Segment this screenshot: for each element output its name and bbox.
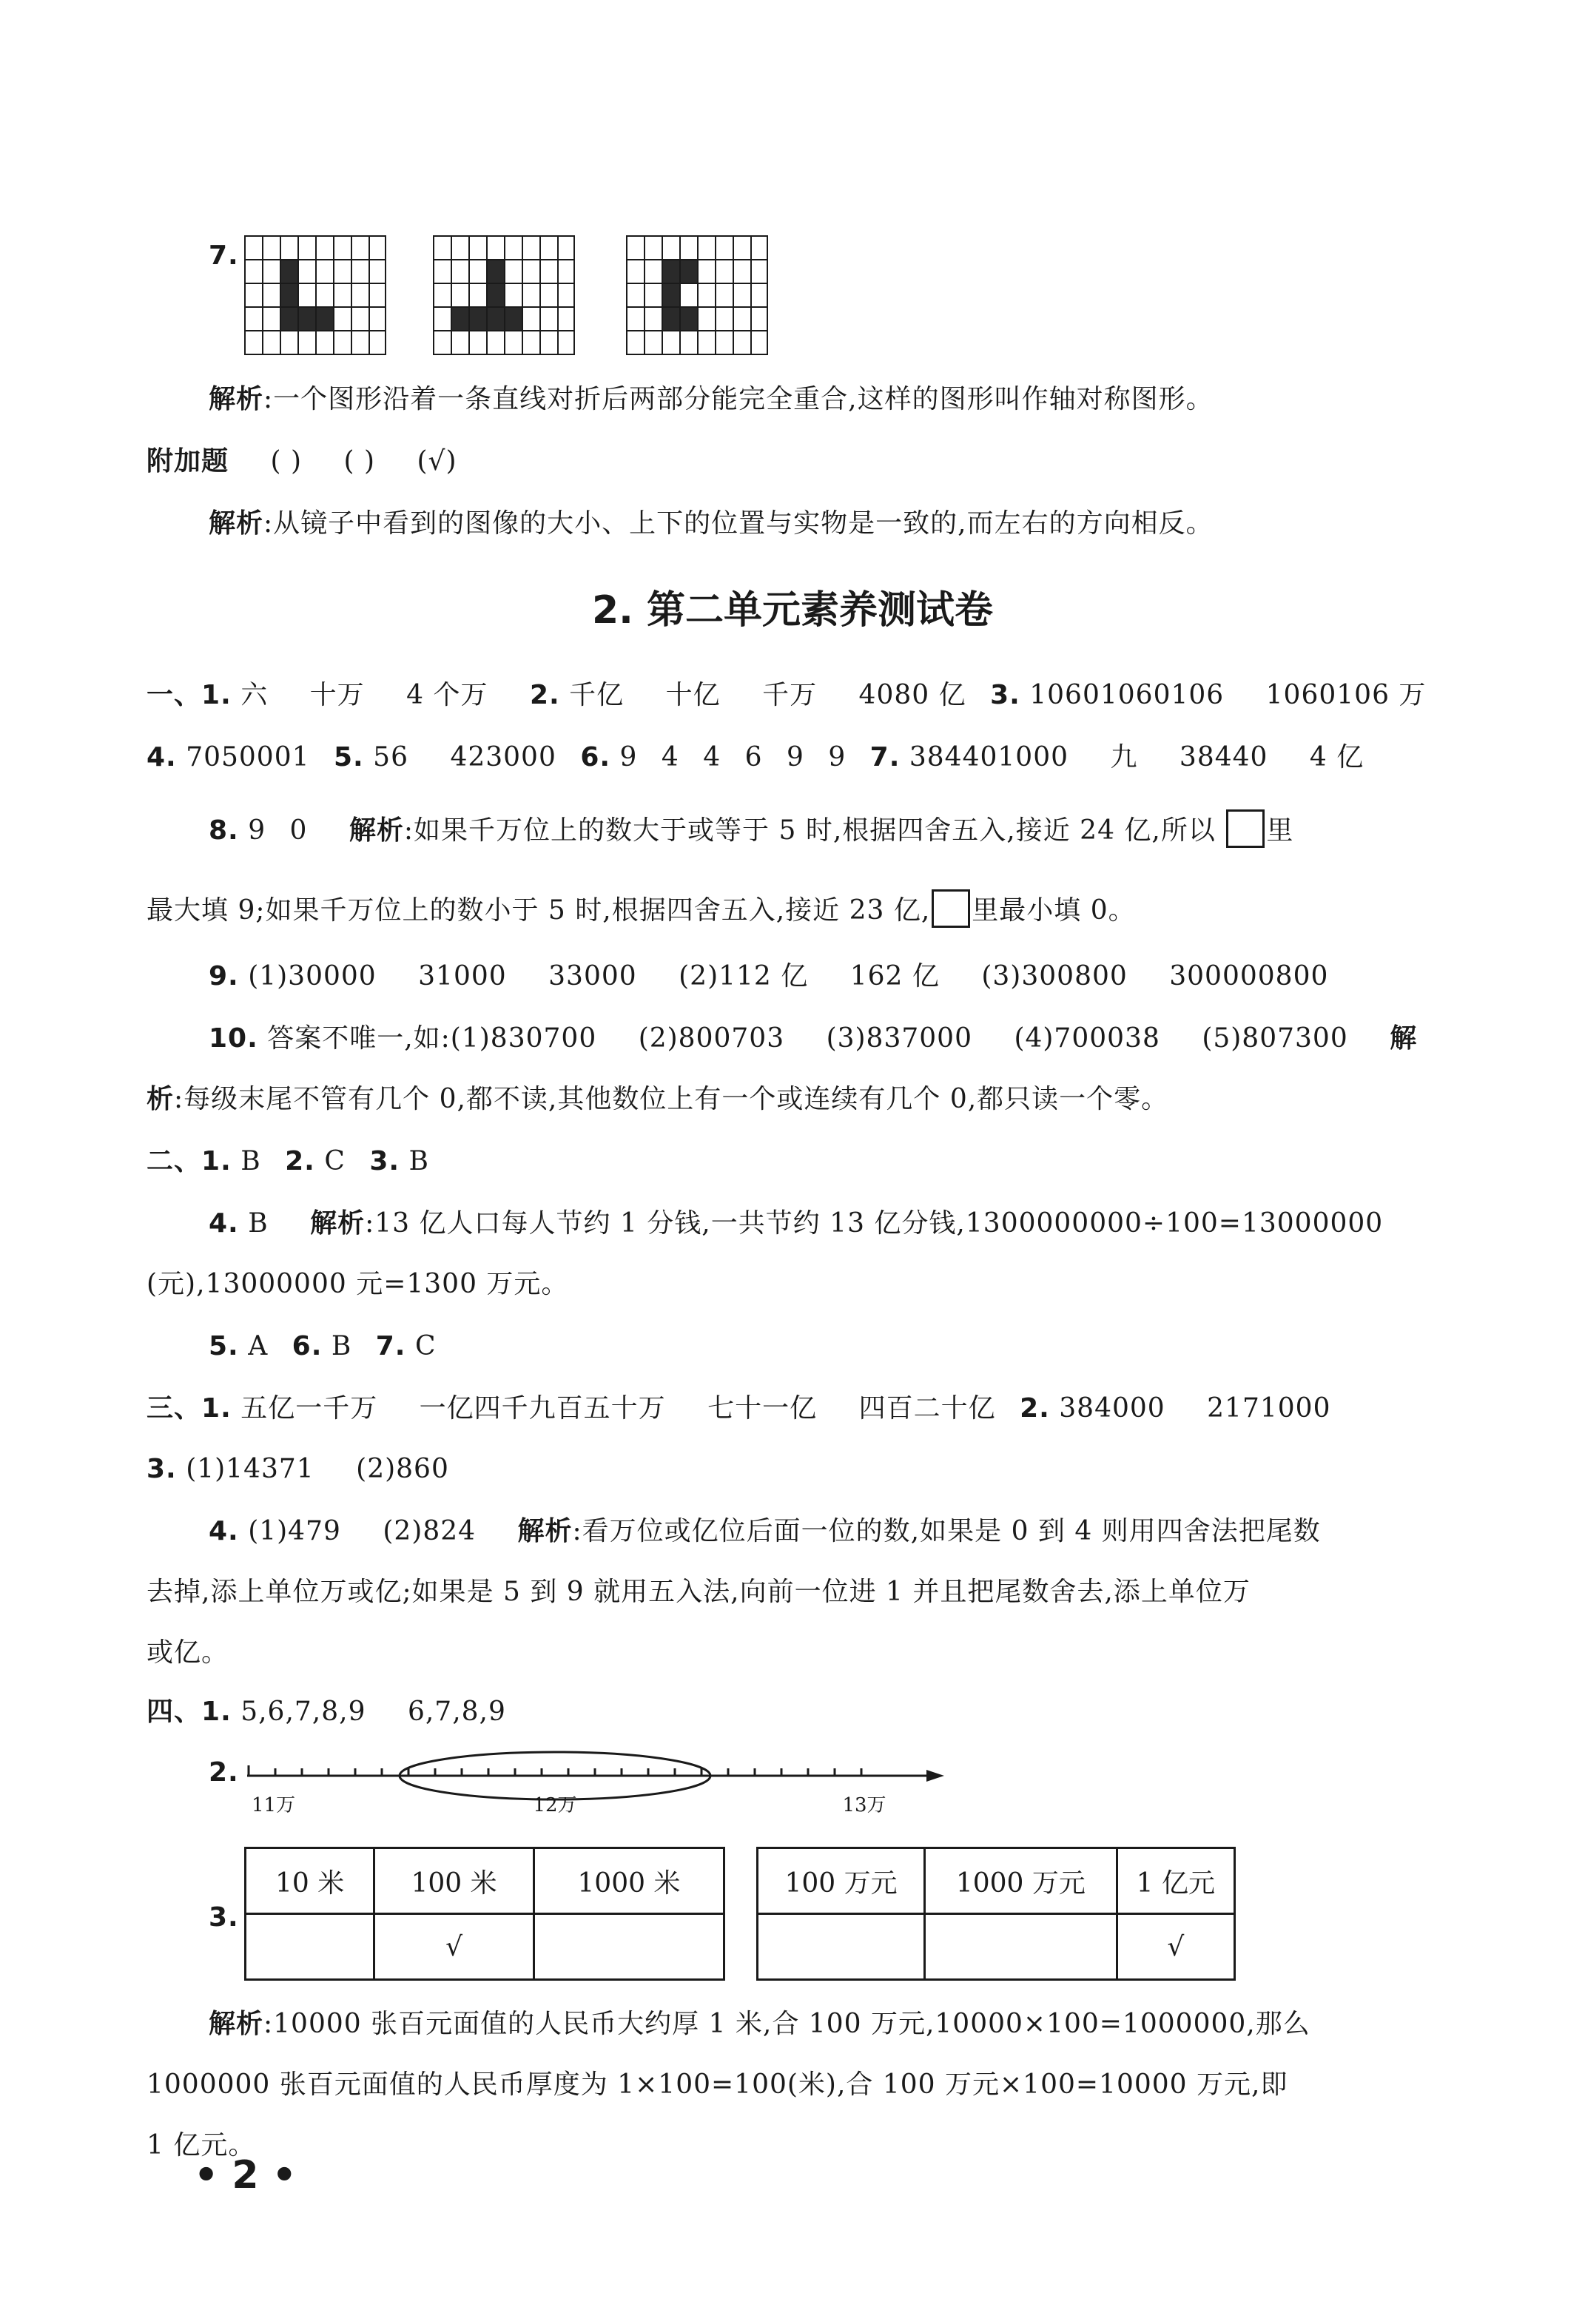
q-number: 5. bbox=[209, 1331, 239, 1361]
q-number: 6. bbox=[292, 1331, 323, 1361]
s2-line-2 bbox=[209, 1206, 1383, 1242]
s1-line-3 bbox=[209, 809, 1293, 849]
page-number: • 2 • bbox=[194, 2153, 297, 2197]
s1-line-4 bbox=[147, 889, 1136, 929]
section-number: 四、 bbox=[147, 1697, 202, 1727]
explanation-text: :10000 张百元面值的人民币大约厚 1 米,合 100 万元,10000×100=1000000,那么 bbox=[263, 2009, 1310, 2039]
answer: 56 bbox=[373, 742, 408, 772]
answer: 一亿四千九百五十万 bbox=[419, 1393, 666, 1424]
explanation-line-1 bbox=[209, 382, 1214, 417]
answer: 四百二十亿 bbox=[858, 1393, 996, 1424]
answer: 9 bbox=[619, 742, 638, 772]
answer: 千亿 bbox=[569, 680, 625, 710]
explanation-text: :如果千万位上的数大于或等于 5 时,根据四舍五入,接近 24 亿,所以 bbox=[403, 815, 1216, 846]
q-number: 4. bbox=[209, 1208, 239, 1239]
table2-cell-1yi: √ bbox=[1117, 1914, 1234, 1980]
number-line bbox=[244, 1746, 947, 1835]
q-number: 1. bbox=[201, 1393, 232, 1424]
s2-line-4 bbox=[209, 1329, 436, 1364]
s3-line-5 bbox=[147, 1635, 229, 1671]
section-number: 二、 bbox=[147, 1146, 202, 1176]
final-explanation-line-1 bbox=[209, 2007, 1310, 2042]
s1-line-5 bbox=[209, 959, 1328, 994]
answer: 384401000 bbox=[909, 742, 1069, 772]
q7-label: 7. bbox=[209, 240, 239, 271]
table1-cell-1000m bbox=[534, 1914, 724, 1980]
explanation-text: 或亿。 bbox=[147, 1637, 229, 1668]
tick-label-13w: 13万 bbox=[842, 1794, 886, 1816]
answer: 2171000 bbox=[1207, 1393, 1331, 1424]
grid3-shaded-top bbox=[679, 259, 697, 283]
answer: (4)700038 bbox=[1014, 1023, 1160, 1054]
s3-line-2 bbox=[147, 1452, 449, 1487]
section-title: 2. 第二单元素养测试卷 bbox=[591, 588, 994, 633]
s3-line-3 bbox=[209, 1514, 1321, 1549]
s1-line-2 bbox=[147, 740, 1364, 775]
answer: B bbox=[408, 1146, 429, 1176]
explanation-text: :13 亿人口每人节约 1 分钱,一共节约 13 亿分钱,1300000000÷100=13000000 bbox=[365, 1208, 1384, 1239]
explanation-line-2 bbox=[209, 506, 1214, 542]
bonus-answer-c: (√) bbox=[417, 446, 457, 476]
s1-line-6 bbox=[209, 1021, 1417, 1057]
answer: 十亿 bbox=[665, 680, 721, 710]
answer: 千万 bbox=[762, 680, 818, 710]
answer: 七十一亿 bbox=[707, 1393, 818, 1424]
q-number: 8. bbox=[209, 815, 239, 846]
answer: 33000 bbox=[548, 961, 637, 991]
answer: 0 bbox=[289, 815, 308, 846]
section-number: 三、 bbox=[147, 1393, 202, 1424]
answer: 4 亿 bbox=[1309, 742, 1364, 772]
answer: 10601060106 bbox=[1029, 680, 1225, 710]
table1-cell-10m bbox=[246, 1914, 374, 1980]
explanation-text: :从镜子中看到的图像的大小、上下的位置与实物是一致的,而左右的方向相反。 bbox=[263, 508, 1214, 539]
q-number: 3. bbox=[209, 1902, 239, 1933]
answer: 38440 bbox=[1179, 742, 1268, 772]
q-number: 7. bbox=[869, 742, 901, 772]
answer: 9 bbox=[786, 742, 804, 772]
q-number: 2. bbox=[1020, 1393, 1050, 1424]
s3-line-1 bbox=[147, 1391, 1331, 1427]
answer: (2)824 bbox=[383, 1516, 477, 1546]
answer: 4080 亿 bbox=[858, 680, 966, 710]
answer: 4 bbox=[661, 742, 679, 772]
grid-figure-1 bbox=[244, 235, 386, 355]
tick-label-11w: 11万 bbox=[252, 1794, 296, 1816]
table1-header-10m: 10 米 bbox=[246, 1848, 374, 1914]
table2-cell-1000wan bbox=[925, 1914, 1117, 1980]
s2-line-1 bbox=[147, 1144, 429, 1179]
answer: (5)807300 bbox=[1202, 1023, 1348, 1054]
answer: 300000800 bbox=[1169, 961, 1329, 991]
q-number: 2. bbox=[529, 680, 560, 710]
section-number: 一、 bbox=[147, 680, 202, 710]
grid3-shaded-vertical bbox=[662, 259, 679, 330]
answer: (2)800703 bbox=[638, 1023, 785, 1054]
length-table bbox=[244, 1847, 725, 1981]
q-number: 1. bbox=[201, 1146, 232, 1176]
s3-line-4 bbox=[147, 1574, 1251, 1610]
answer: (1)14371 bbox=[186, 1454, 314, 1484]
explanation-text: :一个图形沿着一条直线对折后两部分能完全重合,这样的图形叫作轴对称图形。 bbox=[263, 384, 1214, 414]
grid1-shaded-vertical bbox=[280, 259, 297, 330]
q-number: 2. bbox=[209, 1757, 239, 1788]
table2-header-100wan: 100 万元 bbox=[758, 1848, 925, 1914]
q-number: 3. bbox=[147, 1454, 177, 1484]
answer: (3)300800 bbox=[981, 961, 1128, 991]
answer: (3)837000 bbox=[826, 1023, 972, 1054]
explanation-text: :看万位或亿位后面一位的数,如果是 0 到 4 则用四舍法把尾数 bbox=[572, 1516, 1321, 1546]
answer: 4 个万 bbox=[406, 680, 488, 710]
explanation-head: 解析 bbox=[209, 384, 264, 414]
answer: 162 亿 bbox=[849, 961, 940, 991]
q-number: 1. bbox=[201, 680, 232, 710]
explanation-text: (元),13000000 元=1300 万元。 bbox=[147, 1269, 569, 1299]
answer: 5,6,7,8,9 bbox=[240, 1697, 366, 1727]
answer: 十万 bbox=[309, 680, 365, 710]
s1-line-1 bbox=[147, 678, 1426, 713]
answer: 6,7,8,9 bbox=[407, 1697, 506, 1727]
answer: B bbox=[240, 1146, 261, 1176]
q-number: 4. bbox=[147, 742, 177, 772]
answer: 1060106 万 bbox=[1265, 680, 1427, 710]
answer: 9 bbox=[828, 742, 847, 772]
explanation-text: 里最小填 0。 bbox=[972, 895, 1136, 926]
bonus-answer-b: ( ) bbox=[343, 446, 376, 476]
table2-cell-100wan bbox=[758, 1914, 925, 1980]
explanation-text: 里 bbox=[1266, 815, 1294, 846]
answer: B bbox=[331, 1331, 352, 1361]
explanation-text: 1000000 张百元面值的人民币厚度为 1×100=100(米),合 100 万元×100=10000 万元,即 bbox=[147, 2069, 1288, 2100]
explanation-head: 解析 bbox=[209, 508, 264, 539]
grid-figure-2 bbox=[433, 235, 575, 355]
answer: (1)30000 bbox=[248, 961, 377, 991]
q-number: 10. bbox=[209, 1023, 258, 1054]
answer: 六 bbox=[240, 680, 269, 710]
q-number: 9. bbox=[209, 961, 239, 991]
answer: C bbox=[324, 1146, 346, 1176]
q-number: 6. bbox=[580, 742, 611, 772]
explanation-text: 最大填 9;如果千万位上的数小于 5 时,根据四舍五入,接近 23 亿, bbox=[147, 895, 931, 926]
s2-line-3 bbox=[147, 1267, 568, 1302]
answer: (2)860 bbox=[356, 1454, 449, 1484]
table1-header-1000m: 1000 米 bbox=[534, 1848, 724, 1914]
blank-box bbox=[1226, 809, 1265, 848]
answer: 384000 bbox=[1059, 1393, 1165, 1424]
q-number: 4. bbox=[209, 1516, 239, 1546]
final-explanation-line-2 bbox=[147, 2067, 1288, 2103]
answer: (2)112 亿 bbox=[679, 961, 809, 991]
q-number: 2. bbox=[285, 1146, 315, 1176]
s1-line-7 bbox=[147, 1082, 1168, 1117]
explanation-head: 解析 bbox=[310, 1208, 366, 1239]
table2-header-1yi: 1 亿元 bbox=[1117, 1848, 1234, 1914]
answer: A bbox=[248, 1331, 269, 1361]
explanation-head: 解析 bbox=[349, 815, 404, 846]
q-number: 3. bbox=[369, 1146, 400, 1176]
answer: 31000 bbox=[418, 961, 507, 991]
s4-line-1 bbox=[147, 1694, 506, 1730]
q-number: 7. bbox=[375, 1331, 406, 1361]
q-number: 3. bbox=[990, 680, 1020, 710]
answer: 4 bbox=[703, 742, 721, 772]
answer: B bbox=[248, 1208, 269, 1239]
grid-figure-3 bbox=[626, 235, 768, 355]
number-line-ticks bbox=[249, 1765, 861, 1776]
q-number: 1. bbox=[201, 1697, 232, 1727]
explanation-text: 去掉,添上单位万或亿;如果是 5 到 9 就用五入法,向前一位进 1 并且把尾数舍去,添上单位万 bbox=[147, 1577, 1251, 1607]
answer: 6 bbox=[744, 742, 763, 772]
answer: 答案不唯一,如:(1)830700 bbox=[267, 1023, 597, 1054]
explanation-head: 解 bbox=[1390, 1023, 1418, 1054]
answer: 423000 bbox=[450, 742, 556, 772]
bonus-head: 附加题 bbox=[147, 446, 229, 476]
answer: 九 bbox=[1110, 742, 1138, 772]
table1-header-100m: 100 米 bbox=[374, 1848, 534, 1914]
explanation-head: 解析 bbox=[209, 2009, 264, 2039]
number-line-arrow bbox=[926, 1770, 944, 1782]
explanation-head: 解析 bbox=[517, 1516, 573, 1546]
answer: (1)479 bbox=[248, 1516, 341, 1546]
answer: C bbox=[414, 1331, 437, 1361]
grid3-shaded-bottom bbox=[679, 306, 697, 330]
explanation-text: :每级末尾不管有几个 0,都不读,其他数位上有一个或连续有几个 0,都只读一个零。 bbox=[174, 1084, 1169, 1114]
table2-header-1000wan: 1000 万元 bbox=[925, 1848, 1117, 1914]
blank-box bbox=[932, 889, 970, 928]
bonus-answer-a: ( ) bbox=[270, 446, 303, 476]
answer: 9 bbox=[248, 815, 266, 846]
answer: 7050001 bbox=[186, 742, 310, 772]
q-number: 5. bbox=[333, 742, 364, 772]
tick-label-12w: 12万 bbox=[533, 1794, 577, 1816]
table1-cell-100m: √ bbox=[374, 1914, 534, 1980]
explanation-head: 析 bbox=[147, 1084, 175, 1114]
bonus-question-line bbox=[147, 444, 457, 479]
money-table bbox=[756, 1847, 1236, 1981]
answer: 五亿一千万 bbox=[240, 1393, 378, 1424]
explanation-text: 1 亿元。 bbox=[147, 2130, 256, 2160]
